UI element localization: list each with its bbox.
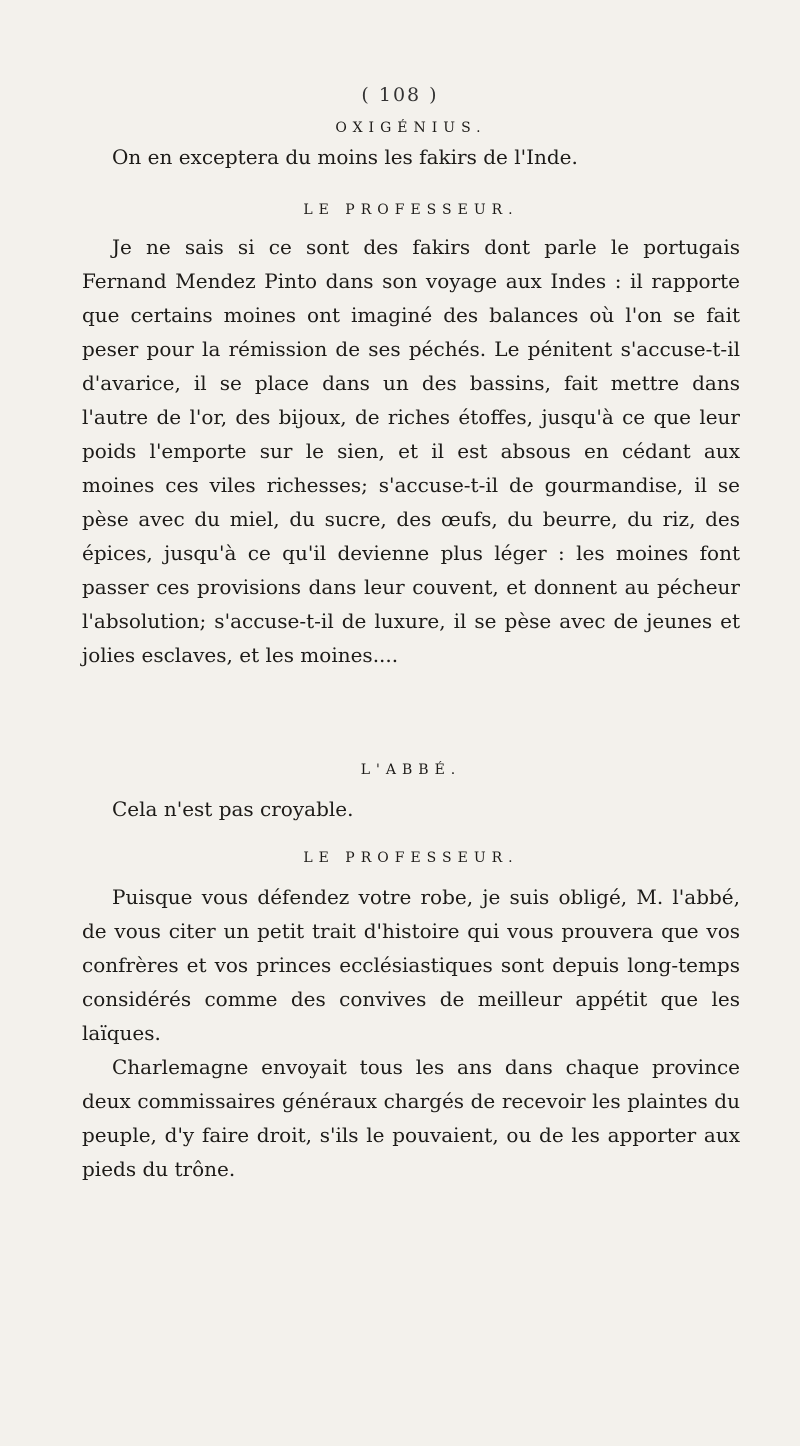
paragraph: Je ne sais si ce sont des fakirs dont parle le portugais Fernand Mendez Pinto dans son voyage aux Indes : il rapporte que certains moines ont imaginé des balances où l'on se fait peser pour la rémission de ses péchés. Le pénitent s'accuse-t-il d'avarice, il se place dans un des bassins, fait mettre dans l'autre de l'or, des bijoux, de riches étoffes, jusqu'à ce que leur poids l'emporte sur le sien, et il est absous en cédant aux moines ces viles richesses; s'accuse-t-il de gourmandise, il se pèse avec du miel, du sucre, des œufs, du beurre, du riz, des épices, jusqu'à ce qu'il devienne plus léger : les moines font passer ces provisions dans leur couvent, et donnent au pécheur l'absolution; s'accuse-t-il de luxure, il se pèse avec de jeunes et jolies esclaves, et les moines.... bbox=[82, 235, 740, 667]
speaker-heading: LE PROFESSEUR. bbox=[303, 202, 519, 218]
paragraph: On en exceptera du moins les fakirs de l'Inde. bbox=[112, 145, 578, 169]
speaker-heading: L'ABBÉ. bbox=[360, 762, 462, 778]
dialogue-block-4 bbox=[82, 850, 740, 1186]
speaker-heading: OXIGÉNIUS. bbox=[335, 120, 487, 136]
paragraph: Puisque vous défendez votre robe, je suis obligé, M. l'abbé, de vous citer un petit trait d'histoire qui vous prouvera que vos confrères et vos princes ecclésiastiques sont depuis long-temps considérés comme des convives de meilleur appétit que les laïques. bbox=[82, 885, 740, 1045]
dialogue-block-2 bbox=[82, 202, 740, 672]
speaker-heading: LE PROFESSEUR. bbox=[303, 850, 519, 866]
dialogue-block-3 bbox=[82, 762, 740, 826]
dialogue-block-1 bbox=[82, 120, 740, 174]
page-number: ( 108 ) bbox=[361, 84, 439, 106]
paragraph: Charlemagne envoyait tous les ans dans chaque province deux commissaires généraux chargés de recevoir les plaintes du peuple, d'y faire droit, s'ils le pouvaient, ou de les apporter aux pieds du trône. bbox=[82, 1055, 740, 1181]
paragraph: Cela n'est pas croyable. bbox=[112, 797, 354, 821]
